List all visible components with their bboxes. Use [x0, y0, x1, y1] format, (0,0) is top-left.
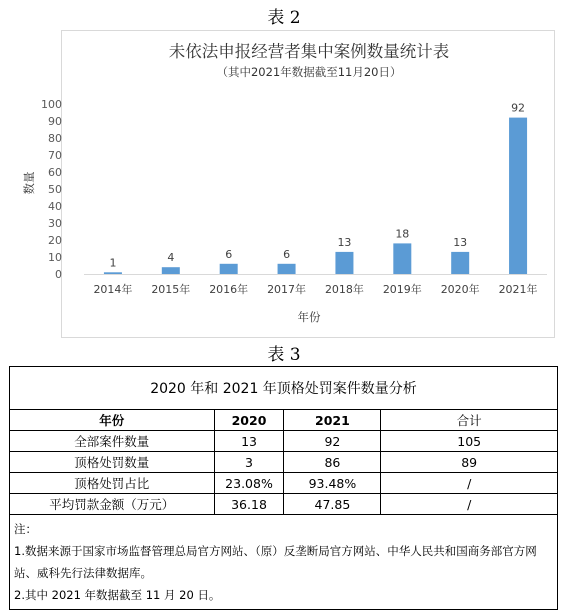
bar — [278, 264, 296, 274]
x-tick-label: 2015年 — [151, 283, 191, 296]
note-heading: 注： — [14, 522, 37, 536]
y-axis-label: 数量 — [22, 171, 36, 195]
header-cell: 2021 — [284, 410, 381, 431]
penalty-analysis-table — [9, 366, 558, 610]
table-cell: 86 — [284, 452, 381, 473]
chart-title: 未依法申报经营者集中案例数量统计表 — [168, 42, 450, 61]
y-tick-label: 0 — [55, 268, 62, 281]
y-tick-label: 20 — [48, 234, 62, 247]
table-cell: / — [381, 473, 558, 494]
table-cell: 36.18 — [214, 494, 284, 515]
table2-caption: 表 2 — [267, 8, 301, 28]
table-header-row — [10, 410, 558, 431]
table-cell: 47.85 — [284, 494, 381, 515]
header-cell: 合计 — [381, 410, 558, 431]
table-cell: 全部案件数量 — [10, 431, 215, 452]
data-label: 1 — [109, 256, 117, 270]
x-tick-label: 2018年 — [324, 283, 364, 296]
data-label: 13 — [453, 235, 468, 249]
table-cell: / — [381, 494, 558, 515]
bar — [104, 272, 122, 274]
chart-subtitle: （其中2021年数据截至11月20日） — [216, 65, 402, 79]
bar — [509, 118, 527, 274]
y-tick-label: 50 — [48, 183, 62, 196]
y-tick-label: 100 — [41, 98, 62, 111]
note-source: 1.数据来源于国家市场监督管理总局官方网站、（原）反垄断局官方网站、中华人民共和国商务部官方网站、威科先行法律数据库。 — [14, 544, 537, 580]
y-tick-label: 30 — [48, 217, 62, 230]
y-tick-label: 80 — [48, 132, 62, 145]
y-tick-label: 70 — [48, 149, 62, 162]
x-tick-label: 2017年 — [267, 283, 307, 296]
y-tick-label: 90 — [48, 115, 62, 128]
x-axis-label: 年份 — [297, 310, 321, 324]
bar-labels — [109, 102, 525, 270]
x-tick-label: 2016年 — [209, 283, 249, 296]
bar — [393, 243, 411, 274]
table-title-row — [10, 367, 558, 410]
data-label: 6 — [225, 247, 233, 261]
bar — [162, 267, 180, 274]
chart-svg — [22, 31, 556, 339]
bar — [451, 252, 469, 274]
table-title: 2020 年和 2021 年顶格处罚案件数量分析 — [10, 367, 558, 410]
y-tick-label: 10 — [48, 251, 62, 264]
bar — [220, 264, 238, 274]
x-tick-label: 2019年 — [382, 283, 422, 296]
table-row — [10, 452, 558, 473]
table-row — [10, 431, 558, 452]
notes-cell — [10, 515, 558, 610]
x-tick-label: 2014年 — [93, 283, 133, 296]
note-date: 2.其中 2021 年数据截至 11 月 20 日。 — [14, 588, 221, 602]
x-tick-label: 2021年 — [498, 283, 538, 296]
table-cell: 92 — [284, 431, 381, 452]
table-cell: 顶格处罚占比 — [10, 473, 215, 494]
table-row — [10, 473, 558, 494]
header-cell: 年份 — [10, 410, 215, 431]
y-tick-label: 40 — [48, 200, 62, 213]
y-axis-ticks — [41, 98, 62, 281]
y-tick-label: 60 — [48, 166, 62, 179]
data-label: 4 — [167, 251, 175, 265]
table-row — [10, 494, 558, 515]
notes-row — [10, 515, 558, 610]
table-cell: 89 — [381, 452, 558, 473]
data-label: 18 — [395, 227, 410, 241]
table-cell: 23.08% — [214, 473, 284, 494]
data-label: 92 — [511, 101, 526, 115]
bar-chart — [22, 30, 555, 338]
header-cell: 2020 — [214, 410, 284, 431]
table-cell: 105 — [381, 431, 558, 452]
table-cell: 93.48% — [284, 473, 381, 494]
data-label: 13 — [337, 235, 352, 249]
x-axis-ticks — [93, 282, 537, 296]
table-cell: 顶格处罚数量 — [10, 452, 215, 473]
data-label: 6 — [283, 247, 291, 261]
bar — [335, 252, 353, 274]
table-cell: 13 — [214, 431, 284, 452]
table3-caption: 表 3 — [267, 345, 301, 365]
x-tick-label: 2020年 — [440, 283, 480, 296]
table-cell: 平均罚款金额（万元） — [10, 494, 215, 515]
table-cell: 3 — [214, 452, 284, 473]
